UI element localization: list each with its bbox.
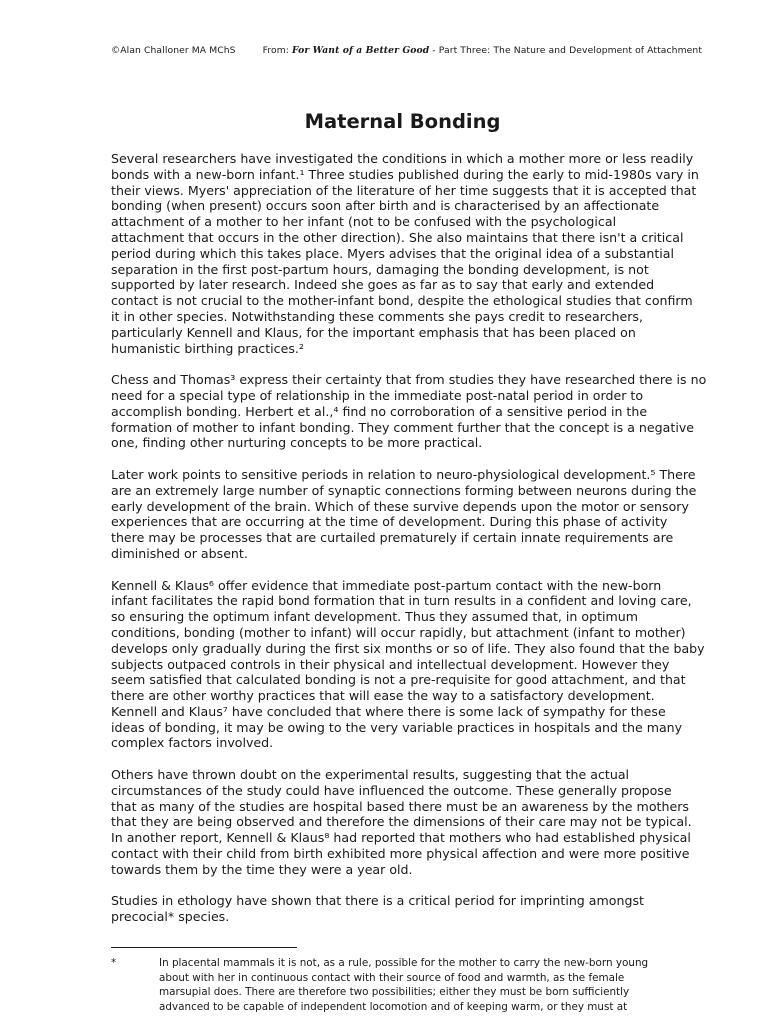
paragraph-6 bbox=[111, 893, 696, 925]
text-line: that they are being observed and therefore the dimensions of their care may not be typical. bbox=[111, 814, 692, 830]
text-line: bonding (when present) occurs soon after birth and is characterised by an affectionate bbox=[111, 198, 660, 214]
footnote-line: about with her in continuous contact with their source of food and warmth, as the female bbox=[159, 971, 625, 984]
text-line: Kennell and Klaus⁷ have concluded that where there is some lack of sympathy for these bbox=[111, 703, 666, 719]
text-line: subjects outpaced controls in their physical and intellectual development. However they bbox=[111, 656, 670, 672]
text-line: Several researchers have investigated the conditions in which a mother more or less readily bbox=[111, 151, 694, 166]
text-line: infant facilitates the rapid bond formation that in turn results in a confident and loving care, bbox=[111, 593, 692, 609]
text-line: supported by later research. Indeed she goes as far as to say that early and extended bbox=[111, 277, 655, 293]
book-title: For Want of a Better Good bbox=[292, 45, 430, 56]
text-line: develops only gradually during the first six months or so of life. They also found that the baby bbox=[111, 640, 705, 656]
footnote-line: In placental mammals it is not, as a rule, possible for the mother to carry the new-born young bbox=[159, 957, 649, 969]
text-line: Others have thrown doubt on the experimental results, suggesting that the actual bbox=[111, 767, 630, 783]
paragraph-2 bbox=[111, 372, 707, 451]
text-line: humanistic birthing practices.² bbox=[111, 340, 304, 356]
text-line: period during which this takes place. Myers advises that the original idea of a substantial bbox=[111, 245, 675, 261]
text-line: need for a special type of relationship in the immediate post-natal period in order to bbox=[111, 387, 644, 403]
text-line: Later work points to sensitive periods in relation to neuro-physiological development.⁵ There bbox=[111, 466, 696, 482]
text-line: that as many of the studies are hospital based there must be an awareness by the mothers bbox=[111, 798, 689, 814]
text-line: there may be processes that are curtailed prematurely if certain innate requirements are bbox=[111, 530, 674, 546]
text-line: circumstances of the study could have influenced the outcome. These generally propose bbox=[111, 782, 672, 798]
text-line: Chess and Thomas³ express their certainty that from studies they have researched there is no bbox=[111, 372, 707, 388]
text-line: ideas of bonding, it may be owing to the very variable practices in hospitals and the many bbox=[111, 719, 683, 735]
footnote-marker: * bbox=[111, 957, 117, 969]
text-line: precocial* species. bbox=[111, 909, 230, 925]
article-body bbox=[111, 151, 707, 941]
text-line: so ensuring the optimum infant development. Thus they assumed that, in optimum bbox=[111, 609, 639, 625]
text-line: particularly Kennell and Klaus, for the important emphasis that has been placed on bbox=[111, 324, 636, 340]
text-line: there are other worthy practices that will ease the way to a satisfactory development. bbox=[111, 688, 655, 704]
text-line: one, finding other nurturing concepts to be more practical. bbox=[111, 435, 483, 451]
footnote-line: marsupial does. There are therefore two possibilities; either they must be born sufficiently bbox=[159, 986, 630, 999]
paragraph-5 bbox=[111, 767, 696, 878]
text-line: contact is not crucial to the mother-infant bond, despite the ethological studies that confirm bbox=[111, 293, 693, 309]
text-line: early development of the brain. Which of these survive depends upon the motor or sensory bbox=[111, 498, 689, 514]
text-line: formation of mother to infant bonding. They comment further that the concept is a negative bbox=[111, 419, 695, 435]
text-line: seem satisfied that calculated bonding is not a pre-requisite for good attachment, and that bbox=[111, 672, 686, 688]
from-label: From: bbox=[262, 45, 289, 56]
text-line: accomplish bonding. Herbert et al.,⁴ find no corroboration of a sensitive period in the bbox=[111, 403, 648, 419]
text-line: contact with their child from birth exhibited more physical affection and were more positive bbox=[111, 846, 690, 862]
footnote-text bbox=[159, 956, 719, 1014]
footnote-line: advanced to be capable of independent locomotion and of keeping warm, or they must at bbox=[159, 1000, 628, 1013]
text-line: attachment of a mother to her infant (not to be confused with the psychological bbox=[111, 214, 617, 230]
text-line: their views. Myers' appreciation of the literature of her time suggests that it is accepted that bbox=[111, 182, 697, 198]
text-line: experiences that are occurring at the time of development. During this phase of activity bbox=[111, 514, 668, 530]
paragraph-4 bbox=[111, 577, 705, 752]
book-part: - Part Three: The Nature and Development of Attachment bbox=[432, 45, 703, 56]
text-line: bonds with a new-born infant.¹ Three studies published during the early to mid-1980s vary in bbox=[111, 166, 699, 182]
text-line: are an extremely large number of synaptic connections forming between neurons during the bbox=[111, 482, 697, 498]
text-line: Studies in ethology have shown that there is a critical period for imprinting amongst bbox=[111, 893, 644, 909]
page-header bbox=[111, 45, 711, 56]
text-line: separation in the first post-partum hours, damaging the bonding development, is not bbox=[111, 261, 649, 277]
footnote-divider bbox=[111, 947, 297, 948]
text-line: In another report, Kennell & Klaus⁸ had reported that mothers who had established physical bbox=[111, 830, 691, 846]
text-line: diminished or absent. bbox=[111, 545, 248, 561]
copyright-notice: ©Alan Challoner MA MChS bbox=[111, 45, 236, 56]
page-title: Maternal Bonding bbox=[304, 110, 501, 133]
text-line: attachment that occurs in the other direction). She also maintains that there isn't a critical bbox=[111, 229, 684, 245]
text-line: conditions, bonding (mother to infant) will occur rapidly, but attachment (infant to mother) bbox=[111, 624, 686, 640]
text-line: Kennell & Klaus⁶ offer evidence that immediate post-partum contact with the new-born bbox=[111, 577, 662, 593]
text-line: complex factors involved. bbox=[111, 735, 274, 751]
paragraph-1 bbox=[111, 151, 699, 356]
text-line: it in other species. Notwithstanding these comments she pays credit to researchers, bbox=[111, 308, 643, 324]
text-line: towards them by the time they were a year old. bbox=[111, 861, 413, 877]
paragraph-3 bbox=[111, 467, 696, 562]
